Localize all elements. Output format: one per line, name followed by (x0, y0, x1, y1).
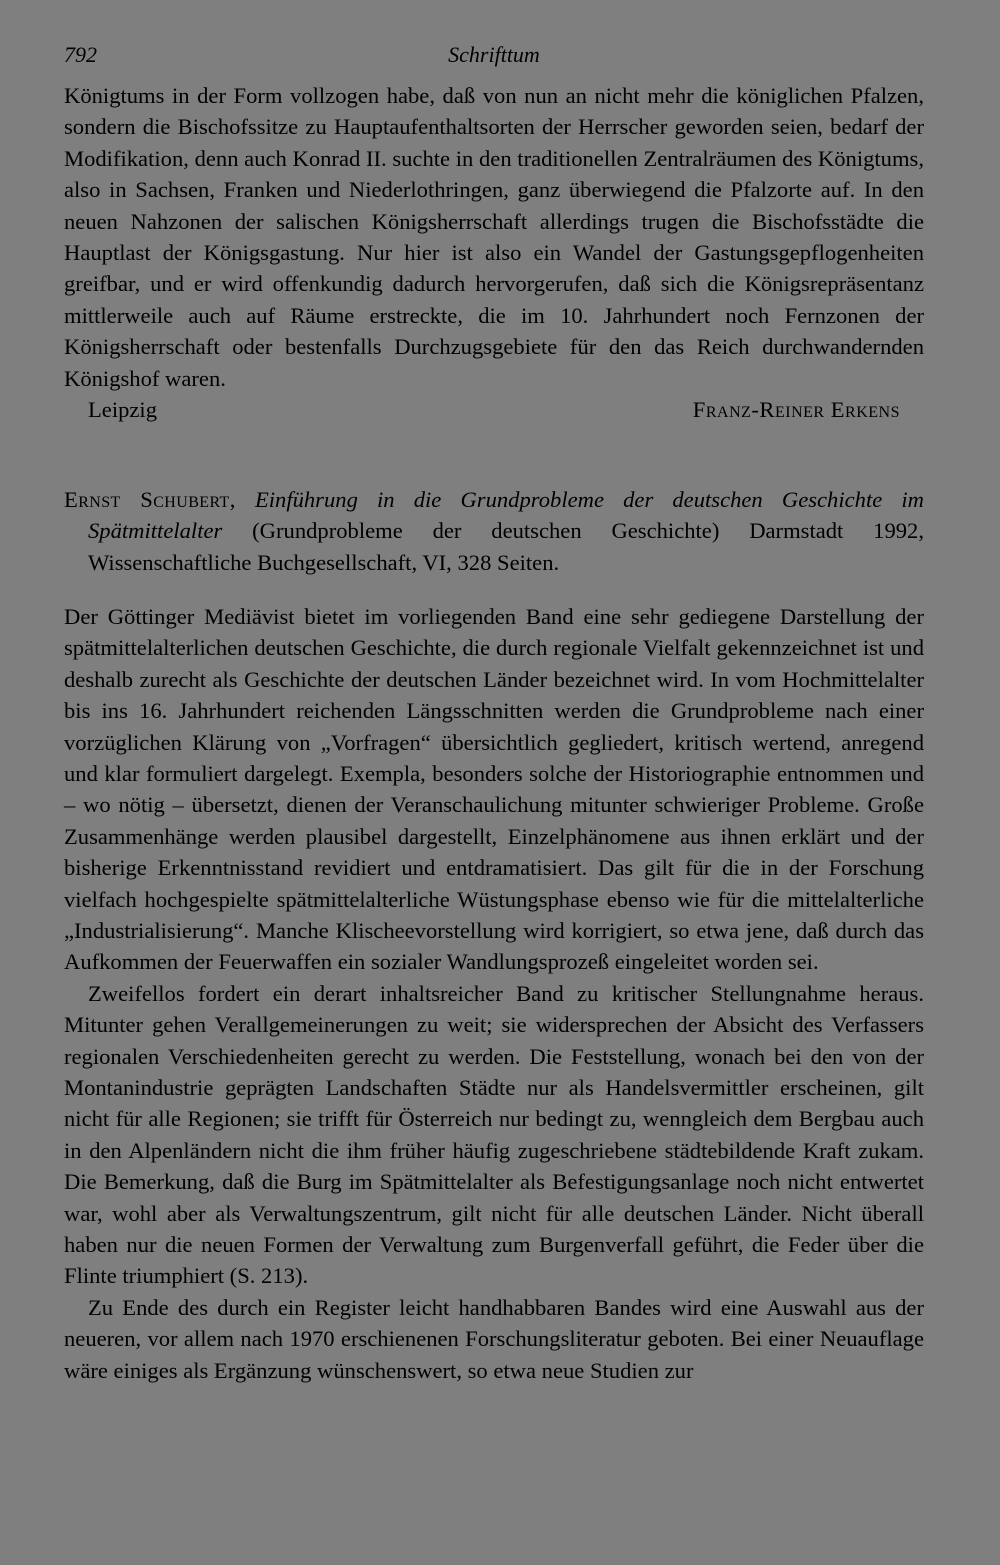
review1-continuation: Königtums in der Form vollzogen habe, daß von nun an nicht mehr die königlichen Pfalzen, sondern die Bischofssitze zu Hauptaufenthaltsorten der Herrscher geworden seien, bedarf der Modifikation, denn auch Konrad II. suchte in den traditionellen Zentralräumen des Königtums, also in Sachsen, Franken und Niederlothringen, ganz überwiegend die Pfalzorte auf. In den neuen Nahzonen der salischen Königsherrschaft allerdings trugen die Bischofsstädte die Hauptlast der Königsgastung. Nur hier ist also ein Wandel der Gastungsgepflogenheiten greifbar, und er wird offenkundig dadurch hervorgerufen, daß sich die Königsrepräsentanz mittlerweile auch auf Räume erstreckte, die im 10. Jahrhundert noch Fernzonen der Königsherrschaft oder bestenfalls Durchzugsgebiete für den das Reich durchwandernden Königshof waren. (64, 83, 924, 391)
review1-signature (64, 394, 924, 426)
page (64, 40, 924, 1386)
review1-place: Leipzig (88, 397, 158, 423)
section-title: Schrifttum (448, 42, 540, 67)
review2-title: Einführung in die Grundprobleme der deutschen Geschichte im Spätmittelalter (88, 487, 924, 544)
page-number: 792 (64, 42, 97, 67)
review2-paragraph-2: Zweifellos fordert ein derart inhaltsreicher Band zu kritischer Stellungnahme heraus. Mitunter gehen Verallgemeinerungen zu weit; sie widersprechen der Absicht des Verfassers regionalen Verschiedenheiten gerecht zu werden. Die Feststellung, wonach bei den von der Montanindustrie geprägten Landschaften Städte nur als Handelsvermittler erscheinen, gilt nicht für alle Regionen; sie trifft für Österreich nur bedingt zu, wenngleich dem Bergbau auch in den Alpenländern nicht die ihm früher häufig zugeschriebene städtebildende Kraft zukam. Die Bemerkung, daß die Burg im Spätmittelalter als Befestigungsanlage noch nicht entwertet war, wohl aber als Verwaltungszentrum, gilt nicht für alle deutschen Länder. Nicht überall haben nur die neuen Formen der Verwaltung zum Burgenverfall geführt, die Feder über die Flinte triumphiert (S. 213). (64, 980, 924, 1289)
review2-paragraph-1: Der Göttinger Mediävist bietet im vorliegenden Band eine sehr gediegene Darstellung der spätmittelalterlichen deutschen Geschichte, die durch regionale Vielfalt gekennzeichnet ist und deshalb zurecht als Geschichte der deutschen Länder bezeichnet wird. In vom Hochmittelalter bis ins 16. Jahrhundert reichenden Längsschnitten werden die Grundprobleme nach einer vorzüglichen Klärung von „Vorfragen“ übersichtlich gegliedert, kritisch wertend, anregend und klar formuliert dargelegt. Exempla, besonders solche der Historiographie entnommen und – wo nötig – übersetzt, dienen der Veranschaulichung mitunter schwieriger Probleme. Große Zusammenhänge werden plausibel dargestellt, Einzelphänomene aus ihnen erklärt und der bisherige Erkenntnisstand revidiert und entdramatisiert. Das gilt für die in der Forschung vielfach hochgespielte spätmittelalterliche Wüstungsphase ebenso wie für die mittelalterliche „Industrialisierung“. Manche Klischeevorstellung wird korrigiert, so etwa jene, daß durch das Aufkommen der Feuerwaffen ein sozialer Wandlungsprozeß eingeleitet worden sei. (64, 603, 924, 975)
review1-reviewer: Franz-Reiner Erkens (692, 397, 900, 423)
review2-bibliographic-heading (64, 484, 924, 578)
review2-author: Ernst Schubert, (64, 487, 236, 513)
running-head (64, 40, 924, 80)
review2-details: (Grundprobleme der deutschen Geschichte) Darmstadt 1992, Wissenschaftliche Buchgesellschaft, VI, 328 Seiten. (88, 518, 925, 575)
review2-paragraph-3: Zu Ende des durch ein Register leicht handhabbaren Bandes wird eine Auswahl aus der neueren, vor allem nach 1970 erschienenen Forschungsliteratur geboten. Bei einer Neuauflage wäre einiges als Ergänzung wünschenswert, so etwa neue Studien zur (64, 1294, 924, 1383)
